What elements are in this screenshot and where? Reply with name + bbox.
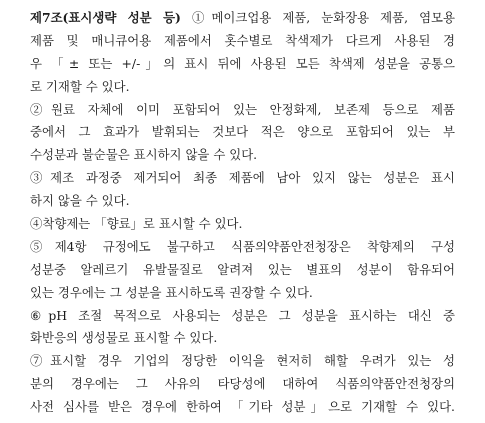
article-heading: 제7조(표시생략 성분 등) bbox=[30, 10, 181, 25]
article-line-8: 하지 않을 수 있다. bbox=[30, 193, 130, 209]
article-line-5: 중에서 그 효과가 발휘되는 것보다 적은 양으로 포함되어 있는 부 bbox=[30, 124, 455, 140]
article-line-0: ①메이크업용 제품, 눈화장용 제품, 염모용 bbox=[180, 10, 455, 25]
article-line-14: 화반응의 생성물로 표시할 수 있다. bbox=[30, 330, 218, 346]
article-line-15: ⑦표시할 경우 기업의 정당한 이익을 현저히 해할 우려가 있는 성 bbox=[30, 353, 455, 369]
article-line-4: ②원료 자체에 이미 포함되어 있는 안정화제, 보존제 등으로 제품 bbox=[30, 101, 455, 117]
article-line-9: ④착향제는 「향료」로 표시할 수 있다. bbox=[30, 216, 243, 232]
article-line-3: 로 기재할 수 있다. bbox=[30, 78, 130, 94]
article-first-line bbox=[30, 7, 455, 30]
article-line-10: ⑤제4항 규정에도 불구하고 식품의약품안전청장은 착향제의 구성 bbox=[30, 238, 455, 254]
article-line-7: ③제조 과정중 제거되어 최종 제품에 남아 있지 않는 성분은 표시 bbox=[30, 170, 455, 186]
article-line-6: 수성분과 불순물은 표시하지 않을 수 있다. bbox=[30, 147, 258, 163]
article-line-12: 있는 경우에는 그 성분을 표시하도록 권장할 수 있다. bbox=[30, 284, 313, 300]
article-line-11: 성분중 알레르기 유발물질로 알려져 있는 별표의 성분이 함유되어 bbox=[30, 261, 455, 277]
article-line-2: 우 「± 또는 +/-」의 표시 뒤에 사용된 모든 착색제 성분을 공통으 bbox=[30, 55, 455, 71]
article-line-16: 분의 경우에는 그 사유의 타당성에 대하여 식품의약품안전청장의 bbox=[30, 376, 455, 392]
article-line-13: ⑥pH 조절 목적으로 사용되는 성분은 그 성분을 표시하는 대신 중 bbox=[30, 307, 455, 323]
article-line-1: 제품 및 매니큐어용 제품에서 홋수별로 착색제가 다르게 사용된 경 bbox=[30, 32, 455, 48]
article-line-17: 사전 심사를 받은 경우에 한하여 「기타 성분」으로 기재할 수 있다. bbox=[30, 399, 455, 415]
